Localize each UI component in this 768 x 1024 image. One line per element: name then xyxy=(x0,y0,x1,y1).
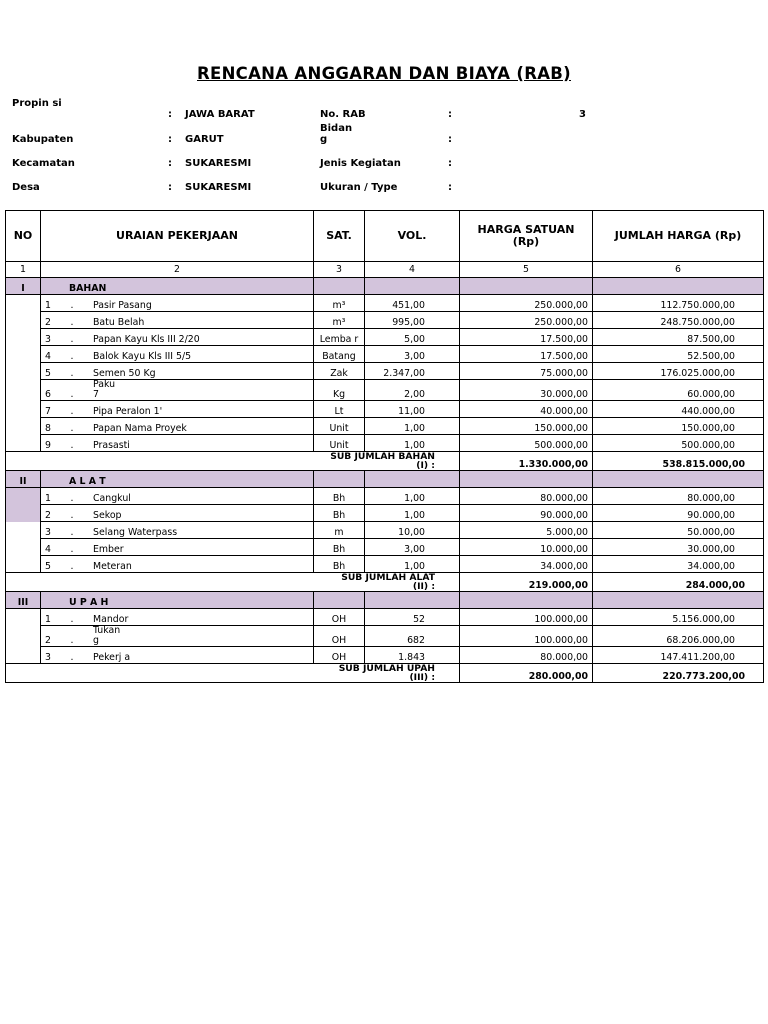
item-unit-price: 40.000,00 xyxy=(460,401,593,418)
subtotal-total: 538.815.000,00 xyxy=(593,452,764,471)
page-title: RENCANA ANGGARAN DAN BIAYA (RAB) xyxy=(197,64,571,83)
item-description: Prasasti xyxy=(93,440,130,451)
section-number: II xyxy=(6,471,41,488)
row-spacer-cell xyxy=(6,380,41,401)
item-description-cell xyxy=(41,626,314,647)
section-cell xyxy=(365,278,460,295)
item-number: 8 xyxy=(45,423,51,434)
item-description-cell xyxy=(41,329,314,346)
item-unit: Unit xyxy=(314,418,365,435)
column-number: 2 xyxy=(41,262,314,278)
section-name: U P A H xyxy=(41,592,314,609)
item-number: 1 xyxy=(45,493,51,504)
subtotal-unit-price: 219.000,00 xyxy=(460,573,593,592)
item-total: 34.000,00 xyxy=(593,556,764,573)
item-number: 5 xyxy=(45,368,51,379)
section-row xyxy=(6,592,764,609)
rab-table xyxy=(5,210,764,683)
row-spacer-cell xyxy=(6,626,41,647)
section-row xyxy=(6,471,764,488)
item-number: 3 xyxy=(45,334,51,345)
header-cell-harga: HARGA SATUAN (Rp) xyxy=(460,211,593,262)
item-volume: 1.843 xyxy=(365,647,460,664)
item-total: 60.000,00 xyxy=(593,380,764,401)
item-dot: . xyxy=(70,406,74,417)
table-row xyxy=(6,647,764,664)
item-number: 3 xyxy=(45,527,51,538)
item-total: 52.500,00 xyxy=(593,346,764,363)
item-description-cell xyxy=(41,401,314,418)
colon: : xyxy=(168,109,172,120)
section-cell xyxy=(460,471,593,488)
item-unit: Bh xyxy=(314,539,365,556)
item-description: Pipa Peralon 1' xyxy=(93,406,163,417)
item-total: 112.750.000,00 xyxy=(593,295,764,312)
section-cell xyxy=(593,471,764,488)
item-total: 5.156.000,00 xyxy=(593,609,764,626)
header-cell-vol: VOL. xyxy=(365,211,460,262)
column-number: 1 xyxy=(6,262,41,278)
table-row xyxy=(6,488,764,505)
subtotal-label: SUB JUMLAH ALAT xyxy=(341,572,435,583)
section-name: BAHAN xyxy=(41,278,314,295)
item-dot: . xyxy=(70,440,74,451)
item-unit-price: 34.000,00 xyxy=(460,556,593,573)
column-number: 6 xyxy=(593,262,764,278)
item-number: 2 xyxy=(45,510,51,521)
item-total: 80.000,00 xyxy=(593,488,764,505)
item-unit: Unit xyxy=(314,435,365,452)
item-number: 1 xyxy=(45,300,51,311)
row-spacer-cell xyxy=(6,522,41,539)
subtotal-label-suffix: (III) : xyxy=(409,672,435,683)
item-dot: . xyxy=(70,614,74,625)
table-row xyxy=(6,505,764,522)
item-description-cell xyxy=(41,522,314,539)
row-spacer-cell xyxy=(6,539,41,556)
row-spacer-cell xyxy=(6,647,41,664)
item-unit-price: 75.000,00 xyxy=(460,363,593,380)
item-description-cell xyxy=(41,312,314,329)
item-description-cell xyxy=(41,346,314,363)
item-description-cell xyxy=(41,363,314,380)
item-number: 2 xyxy=(45,635,51,646)
item-total: 68.206.000,00 xyxy=(593,626,764,647)
header-cell-sat: SAT. xyxy=(314,211,365,262)
column-number: 5 xyxy=(460,262,593,278)
item-unit-price: 5.000,00 xyxy=(460,522,593,539)
desa-label: Desa xyxy=(12,182,40,193)
row-spacer-cell xyxy=(6,418,41,435)
subtotal-label-cell xyxy=(6,664,460,683)
item-volume: 5,00 xyxy=(365,329,460,346)
row-spacer-cell xyxy=(6,505,41,522)
item-description-cell xyxy=(41,418,314,435)
item-unit-price: 250.000,00 xyxy=(460,295,593,312)
item-description-cell xyxy=(41,609,314,626)
section-cell xyxy=(460,592,593,609)
item-dot: . xyxy=(70,544,74,555)
subtotal-label-cell xyxy=(6,573,460,592)
subtotal-label: SUB JUMLAH UPAH xyxy=(338,663,435,674)
subtotal-row xyxy=(6,452,764,471)
item-unit: OH xyxy=(314,609,365,626)
item-volume: 1,00 xyxy=(365,556,460,573)
province-label: Propin si xyxy=(12,98,62,109)
item-description: Cangkul xyxy=(93,493,131,504)
item-unit: Batang xyxy=(314,346,365,363)
row-spacer-cell xyxy=(6,295,41,312)
colon: : xyxy=(168,158,172,169)
section-number: I xyxy=(6,278,41,295)
item-volume: 2.347,00 xyxy=(365,363,460,380)
table-row xyxy=(6,556,764,573)
colon: : xyxy=(448,109,452,120)
table-row xyxy=(6,609,764,626)
item-total: 87.500,00 xyxy=(593,329,764,346)
section-cell xyxy=(593,592,764,609)
item-volume: 1,00 xyxy=(365,435,460,452)
item-description-cell xyxy=(41,556,314,573)
item-dot: . xyxy=(70,561,74,572)
item-volume: 1,00 xyxy=(365,488,460,505)
item-description: Sekop xyxy=(93,510,122,521)
item-description: Tukan g xyxy=(93,625,121,646)
subtotal-row xyxy=(6,664,764,683)
norab-value: 3 xyxy=(579,109,586,120)
item-unit: OH xyxy=(314,647,365,664)
table-row xyxy=(6,346,764,363)
column-number: 4 xyxy=(365,262,460,278)
item-unit: OH xyxy=(314,626,365,647)
item-volume: 1,00 xyxy=(365,505,460,522)
item-volume: 52 xyxy=(365,609,460,626)
subtotal-unit-price: 280.000,00 xyxy=(460,664,593,683)
item-unit-price: 500.000,00 xyxy=(460,435,593,452)
item-volume: 11,00 xyxy=(365,401,460,418)
kecamatan-label: Kecamatan xyxy=(12,158,75,169)
item-description: Meteran xyxy=(93,561,132,572)
kabupaten-value: GARUT xyxy=(185,134,224,145)
item-dot: . xyxy=(70,351,74,362)
item-number: 2 xyxy=(45,317,51,328)
item-description-cell xyxy=(41,539,314,556)
item-total: 50.000,00 xyxy=(593,522,764,539)
item-description: Selang Waterpass xyxy=(93,527,178,538)
section-cell xyxy=(365,471,460,488)
item-total: 90.000,00 xyxy=(593,505,764,522)
item-description: Ember xyxy=(93,544,124,555)
item-total: 440.000,00 xyxy=(593,401,764,418)
column-number-row xyxy=(6,262,764,278)
subtotal-label-suffix: (II) : xyxy=(412,581,435,592)
item-description: Papan Nama Proyek xyxy=(93,423,187,434)
item-unit: Zak xyxy=(314,363,365,380)
section-cell xyxy=(593,278,764,295)
item-number: 4 xyxy=(45,351,51,362)
table-row xyxy=(6,435,764,452)
item-unit: Bh xyxy=(314,556,365,573)
column-number: 3 xyxy=(314,262,365,278)
table-row xyxy=(6,401,764,418)
item-description-cell xyxy=(41,380,314,401)
row-spacer-cell xyxy=(6,401,41,418)
desa-value: SUKARESMI xyxy=(185,182,252,193)
province-value: JAWA BARAT xyxy=(185,109,255,120)
item-dot: . xyxy=(70,334,74,345)
subtotal-total: 284.000,00 xyxy=(593,573,764,592)
item-description-cell xyxy=(41,647,314,664)
subtotal-label: SUB JUMLAH BAHAN xyxy=(330,451,435,462)
colon: : xyxy=(168,134,172,145)
ukuran-label: Ukuran / Type xyxy=(320,182,398,193)
table-row xyxy=(6,380,764,401)
item-dot: . xyxy=(70,635,74,646)
subtotal-label-suffix: (I) : xyxy=(416,460,435,471)
item-unit-price: 90.000,00 xyxy=(460,505,593,522)
item-number: 6 xyxy=(45,389,51,400)
item-total: 147.411.200,00 xyxy=(593,647,764,664)
item-volume: 451,00 xyxy=(365,295,460,312)
item-dot: . xyxy=(70,368,74,379)
item-volume: 995,00 xyxy=(365,312,460,329)
item-unit-price: 17.500,00 xyxy=(460,346,593,363)
item-dot: . xyxy=(70,389,74,400)
item-volume: 2,00 xyxy=(365,380,460,401)
section-row xyxy=(6,278,764,295)
jenis-label: Jenis Kegiatan xyxy=(320,158,401,169)
row-spacer-cell xyxy=(6,609,41,626)
table-row xyxy=(6,522,764,539)
item-dot: . xyxy=(70,423,74,434)
item-unit-price: 80.000,00 xyxy=(460,488,593,505)
item-description: Paku 7 xyxy=(93,379,116,400)
item-unit: Lt xyxy=(314,401,365,418)
item-total: 30.000,00 xyxy=(593,539,764,556)
colon: : xyxy=(448,158,452,169)
table-row xyxy=(6,295,764,312)
item-unit-price: 30.000,00 xyxy=(460,380,593,401)
item-volume: 1,00 xyxy=(365,418,460,435)
item-volume: 3,00 xyxy=(365,539,460,556)
item-unit: m³ xyxy=(314,312,365,329)
row-spacer-cell xyxy=(6,488,41,505)
table-row xyxy=(6,539,764,556)
subtotal-row xyxy=(6,573,764,592)
item-number: 1 xyxy=(45,614,51,625)
table-row xyxy=(6,329,764,346)
subtotal-label-cell xyxy=(6,452,460,471)
item-description: Mandor xyxy=(93,614,129,625)
item-unit-price: 100.000,00 xyxy=(460,626,593,647)
colon: : xyxy=(168,182,172,193)
item-dot: . xyxy=(70,300,74,311)
subtotal-total: 220.773.200,00 xyxy=(593,664,764,683)
item-volume: 3,00 xyxy=(365,346,460,363)
item-total: 248.750.000,00 xyxy=(593,312,764,329)
bidang-label: Bidan g xyxy=(320,123,353,145)
section-name: A L A T xyxy=(41,471,314,488)
item-unit: m³ xyxy=(314,295,365,312)
item-dot: . xyxy=(70,652,74,663)
section-cell xyxy=(314,592,365,609)
item-unit: Bh xyxy=(314,488,365,505)
item-description: Pasir Pasang xyxy=(93,300,152,311)
section-cell xyxy=(365,592,460,609)
item-volume: 682 xyxy=(365,626,460,647)
table-row xyxy=(6,312,764,329)
item-description: Semen 50 Kg xyxy=(93,368,156,379)
item-unit: Kg xyxy=(314,380,365,401)
section-cell xyxy=(314,471,365,488)
item-description: Pekerj a xyxy=(93,652,131,663)
item-description-cell xyxy=(41,505,314,522)
item-description: Balok Kayu Kls III 5/5 xyxy=(93,351,192,362)
header-cell-jumlah: JUMLAH HARGA (Rp) xyxy=(593,211,764,262)
section-cell xyxy=(314,278,365,295)
item-dot: . xyxy=(70,317,74,328)
table-row xyxy=(6,363,764,380)
item-description-cell xyxy=(41,435,314,452)
colon: : xyxy=(448,182,452,193)
item-unit-price: 10.000,00 xyxy=(460,539,593,556)
row-spacer-cell xyxy=(6,346,41,363)
item-total: 176.025.000,00 xyxy=(593,363,764,380)
item-total: 150.000,00 xyxy=(593,418,764,435)
item-unit-price: 150.000,00 xyxy=(460,418,593,435)
kecamatan-value: SUKARESMI xyxy=(185,158,252,169)
section-number: III xyxy=(6,592,41,609)
item-description: Batu Belah xyxy=(93,317,145,328)
item-total: 500.000,00 xyxy=(593,435,764,452)
header-cell-uraian: URAIAN PEKERJAAN xyxy=(41,211,314,262)
row-spacer-cell xyxy=(6,435,41,452)
item-description-cell xyxy=(41,488,314,505)
norab-label: No. RAB xyxy=(320,109,366,120)
section-cell xyxy=(460,278,593,295)
colon: : xyxy=(448,134,452,145)
table-row xyxy=(6,418,764,435)
item-description: Papan Kayu Kls III 2/20 xyxy=(93,334,200,345)
row-spacer-cell xyxy=(6,329,41,346)
item-unit: m xyxy=(314,522,365,539)
item-dot: . xyxy=(70,510,74,521)
item-dot: . xyxy=(70,527,74,538)
item-dot: . xyxy=(70,493,74,504)
kabupaten-label: Kabupaten xyxy=(12,134,74,145)
item-volume: 10,00 xyxy=(365,522,460,539)
item-number: 7 xyxy=(45,406,51,417)
item-number: 4 xyxy=(45,544,51,555)
item-unit-price: 250.000,00 xyxy=(460,312,593,329)
subtotal-unit-price: 1.330.000,00 xyxy=(460,452,593,471)
header-cell-no: NO xyxy=(6,211,41,262)
item-unit: Bh xyxy=(314,505,365,522)
table-header-row xyxy=(6,211,764,262)
row-spacer-cell xyxy=(6,556,41,573)
item-number: 9 xyxy=(45,440,51,451)
row-spacer-cell xyxy=(6,312,41,329)
item-number: 3 xyxy=(45,652,51,663)
item-unit-price: 80.000,00 xyxy=(460,647,593,664)
item-number: 5 xyxy=(45,561,51,572)
item-unit-price: 17.500,00 xyxy=(460,329,593,346)
item-unit: Lemba r xyxy=(314,329,365,346)
row-spacer-cell xyxy=(6,363,41,380)
item-unit-price: 100.000,00 xyxy=(460,609,593,626)
table-row xyxy=(6,626,764,647)
item-description-cell xyxy=(41,295,314,312)
